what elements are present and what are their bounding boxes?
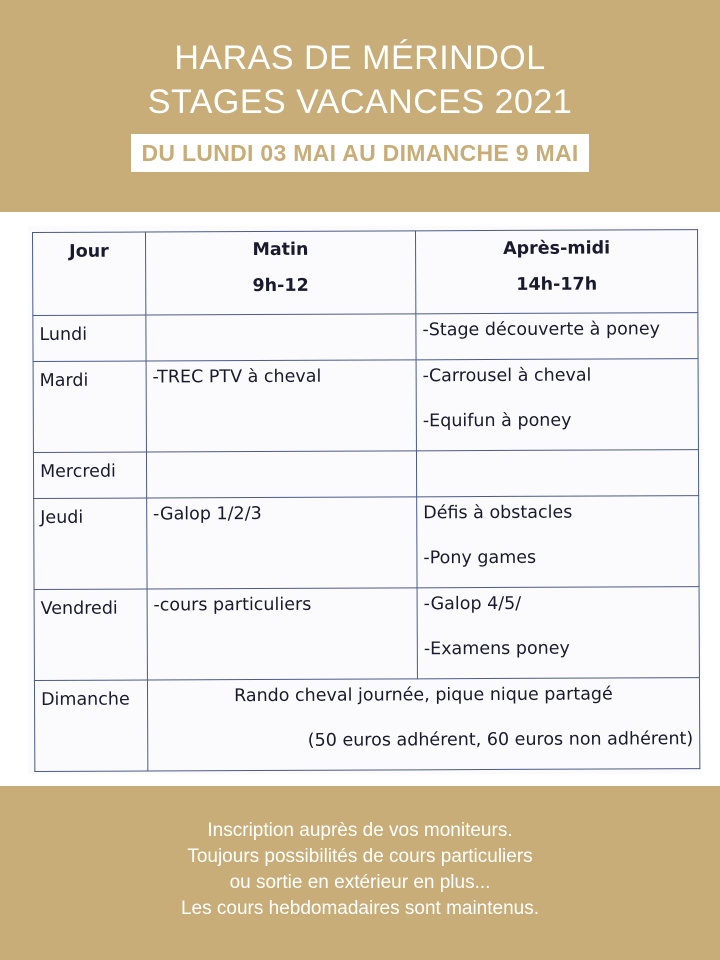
header-afternoon-label: Après-midi <box>503 238 611 259</box>
morning-activity <box>153 445 410 491</box>
table-row <box>34 496 699 590</box>
day-cell: Jeudi <box>34 498 147 589</box>
sunday-line-1: Rando cheval journée, pique nique partagé <box>234 684 613 707</box>
header-afternoon <box>415 230 697 314</box>
afternoon-cell <box>417 496 699 588</box>
afternoon-activity: Défis à obstacles <box>423 502 573 524</box>
header-morning <box>145 231 416 315</box>
morning-activity <box>154 627 411 673</box>
footer-line-2: Toujours possibilités de cours particuliers <box>187 846 533 867</box>
day-cell: Mardi <box>33 361 146 452</box>
morning-activity: -cours particuliers <box>153 594 312 616</box>
schedule-photo <box>28 226 702 774</box>
day-cell: Vendredi <box>34 589 147 680</box>
afternoon-activity: -Carrousel à cheval <box>422 365 592 387</box>
footer-info <box>0 786 720 922</box>
afternoon-cell <box>417 587 699 679</box>
morning-activity <box>153 399 410 445</box>
afternoon-activity: -Examens poney <box>423 638 570 660</box>
afternoon-cell <box>416 359 698 451</box>
afternoon-activity: -Equifun à poney <box>422 410 572 432</box>
sunday-line-2: (50 euros adhérent, 60 euros non adhérent) <box>307 729 694 751</box>
header-morning-label: Matin <box>252 239 309 261</box>
footer-line-3: ou sortie en extérieur en plus... <box>229 872 491 893</box>
date-range-badge: DU LUNDI 03 MAI AU DIMANCHE 9 MAI <box>131 134 588 172</box>
table-header-row <box>33 230 698 316</box>
morning-cell <box>147 588 418 680</box>
day-cell: Mercredi <box>33 452 146 498</box>
table-row <box>34 587 699 681</box>
morning-cell <box>146 360 417 452</box>
morning-activity <box>152 308 409 354</box>
morning-activity <box>153 536 410 582</box>
table-row-sunday <box>34 678 699 772</box>
footer-banner <box>0 786 720 960</box>
header-day <box>33 232 146 315</box>
schedule-table <box>32 229 700 772</box>
header-day-label: Jour <box>69 241 109 262</box>
sunday-activity <box>147 678 700 771</box>
morning-activity: -Galop 1/2/3 <box>152 504 262 525</box>
day-cell: Dimanche <box>34 680 147 771</box>
title-line-2: STAGES VACANCES 2021 <box>147 83 573 121</box>
morning-cell <box>146 497 417 589</box>
title-line-1: HARAS DE MÉRINDOL <box>174 39 546 77</box>
header-banner <box>0 0 720 212</box>
footer-line-1: Inscription auprès de vos moniteurs. <box>207 820 513 841</box>
afternoon-activity <box>423 444 692 490</box>
day-cell: Lundi <box>33 315 146 361</box>
morning-activity: -TREC PTV à cheval <box>152 366 322 388</box>
header-afternoon-time: 14h-17h <box>516 274 598 295</box>
footer-line-4: Les cours hebdomadaires sont maintenus. <box>180 898 540 919</box>
header-morning-time: 9h-12 <box>252 275 309 297</box>
table-row <box>33 359 698 453</box>
afternoon-activity: -Galop 4/5/ <box>423 593 522 615</box>
afternoon-activity: -Stage découverte à poney <box>422 319 661 341</box>
afternoon-activity: -Pony games <box>423 547 537 569</box>
